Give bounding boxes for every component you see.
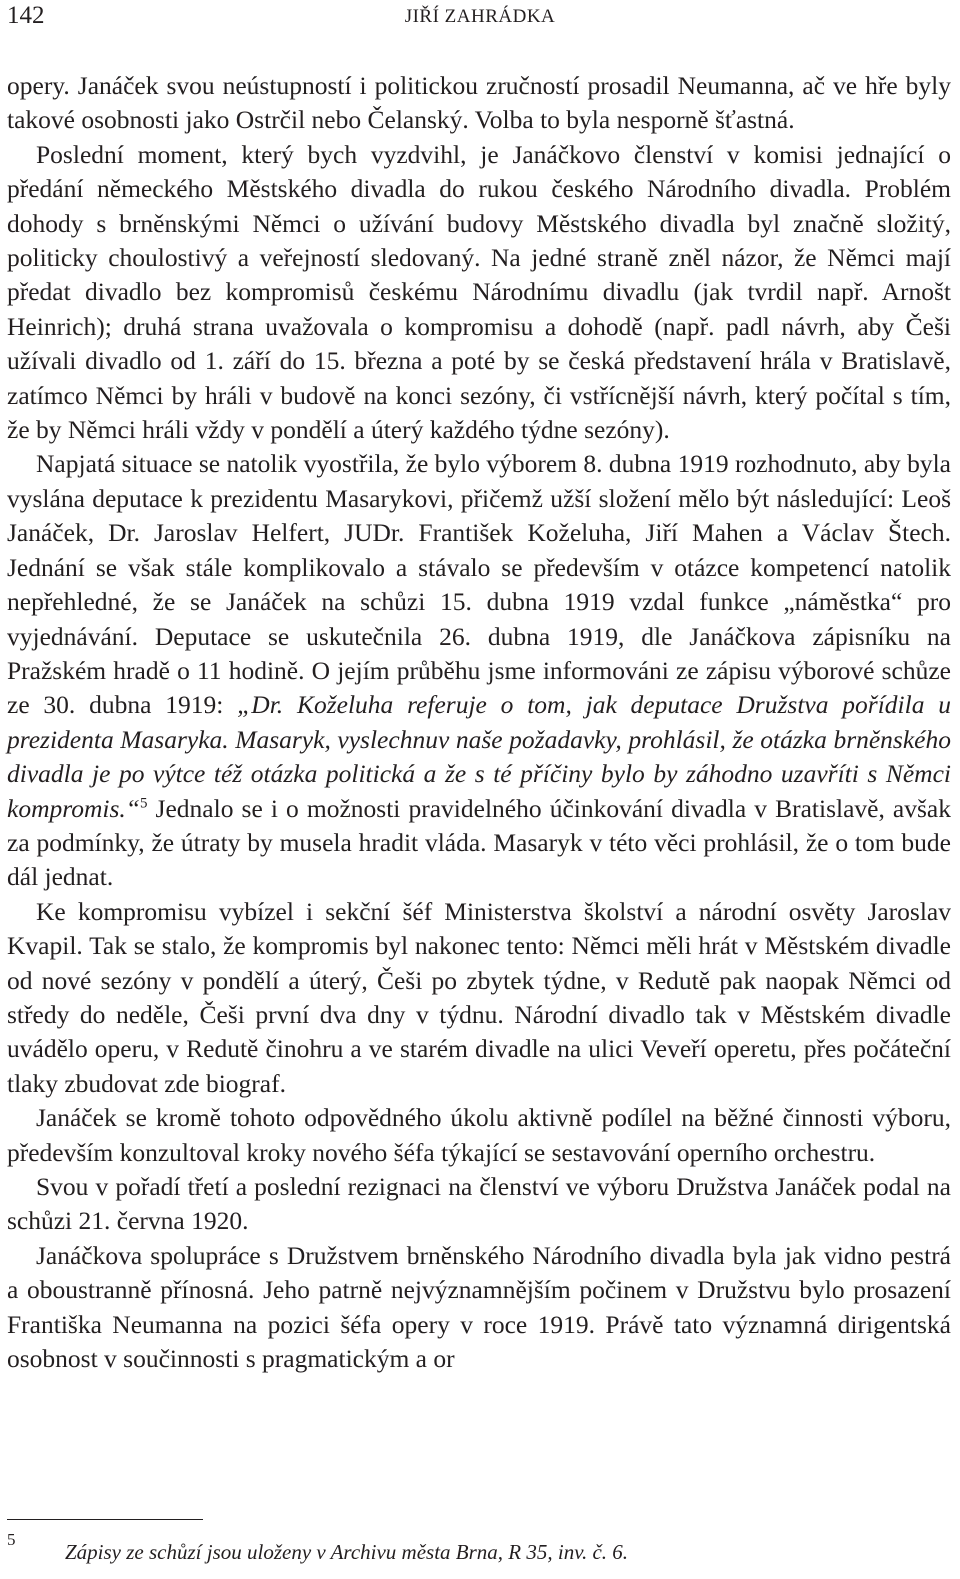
footnote-reference: 5: [139, 795, 148, 812]
paragraph-text: Napjatá situace se natolik vyostřila, že bylo výborem 8. dubna 1919 rozhodnuto, aby byla vyslána deputace k prezidentu Masarykovi, přičemž užší složení mělo být následující: Leoš Janáček, Dr. Jaroslav Helfert, JUDr. František Koželuha, Jiří Mahen a Václav Štech. Jednání se však stále komplikovalo a stávalo se především v otázce kompetencí natolik nepřehledné, že se Janáček na schůzi 15. dubna 1919 vzdal funkce „náměstka“ pro vyjednávání. Deputace se uskutečnila 26. dubna 1919, dle Janáčkova zápisníku na Pražském hradě o 11 hodině. O jejím průběhu jsme informováni ze zápisu výborové schůze ze 30. dubna 1919:: [7, 449, 951, 720]
paragraph-text: Jednalo se i o možnosti pravidelného účinkování divadla v Bratislavě, avšak za podmínky, že útraty by musela hradit vláda. Masaryk v této věci prohlásil, že o tom bude dál jednat.: [7, 793, 951, 892]
body-text: [7, 69, 951, 1376]
quotation: „Dr. Koželuha referuje o tom, jak deputace Družstva pořídila u prezidenta Masaryka. Masaryk, vyslechnuv naše požadavky, prohlásil, že otázka brněnského divadla je po výtce též otázka politická a že s té příčiny bylo by záhodno uzavříti s Němci kompromis.“: [7, 690, 951, 823]
page-header: [0, 0, 960, 36]
footnote-divider: [7, 1519, 203, 1520]
paragraph: Janáčkova spolupráce s Družstvem brněnského Národního divadla byla jak vidno pestrá a oboustranně přínosná. Jeho patrně nejvýznamnějším počinem v Družstvu bylo prosazení Františka Neumanna na pozici šéfa opery v roce 1919. Právě tato významná dirigentská osobnost v součinnosti s pragmatickým a or: [7, 1240, 951, 1374]
paragraph: Poslední moment, který bych vyzdvihl, je Janáčkovo členství v komisi jednající o předání německého Městského divadla do rukou českého Národního divadla. Problém dohody s brněnskými Němci o užívání budovy Městského divadla byl značně složitý, politicky choulostivý a veřejností sledovaný. Na jedné straně zněl názor, že Němci mají předat divadlo bez kompromisů českému Národnímu divadlu (jak tvrdil např. Arnošt Heinrich); druhá strana uvažovala o kompromisu a dohodě (např. padl návrh, aby Češi užívali divadlo od 1. září do 15. března a poté by se česká představení hrála v Bratislavě, zatímco Němci by hráli v budově na konci sezóny, či vstřícnější návrh, který počítal s tím, že by Němci hráli vždy v pondělí a úterý každého týdne sezóny).: [7, 139, 951, 445]
footnote-mark: 5: [7, 1530, 16, 1549]
paragraph: Svou v pořadí třetí a poslední rezignaci na členství ve výboru Družstva Janáček podal na schůzi 21. června 1920.: [7, 1172, 951, 1236]
paragraph: [7, 447, 951, 894]
footnote-text: Zápisy ze schůzí jsou uloženy v Archivu města Brna, R 35, inv. č. 6.: [65, 1540, 629, 1564]
page-number: 142: [7, 2, 45, 29]
paragraph: Ke kompromisu vybízel i sekční šéf Ministerstva školství a národní osvěty Jaroslav Kvapil. Tak se stalo, že kompromis byl nakonec tento: Němci měli hrát v Městském divadle od nové sezóny v pondělí a úterý, Češi po zbytek týdne, v Redutě pak naopak Němci od středy do neděle, Češi první dva dny v týdnu. Národní divadlo tak v Městském divadle uvádělo operu, v Redutě činohru a ve starém divadle na ulici Veveří operetu, přes počáteční tlaky zbudovat zde biograf.: [7, 896, 951, 1098]
paragraph: Janáček se kromě tohoto odpovědného úkolu aktivně podílel na běžné činnosti výboru, především konzultoval kroky nového šéfa týkající se sestavování operního orchestru.: [7, 1103, 951, 1167]
running-head: JIŘÍ ZAHRÁDKA: [404, 6, 556, 27]
paragraph: opery. Janáček svou neústupností i politickou zručností prosadil Neumanna, ač ve hře byly takové osobnosti jako Ostrčil nebo Čelanský. Volba to byla nesporně šťastná.: [7, 71, 951, 135]
